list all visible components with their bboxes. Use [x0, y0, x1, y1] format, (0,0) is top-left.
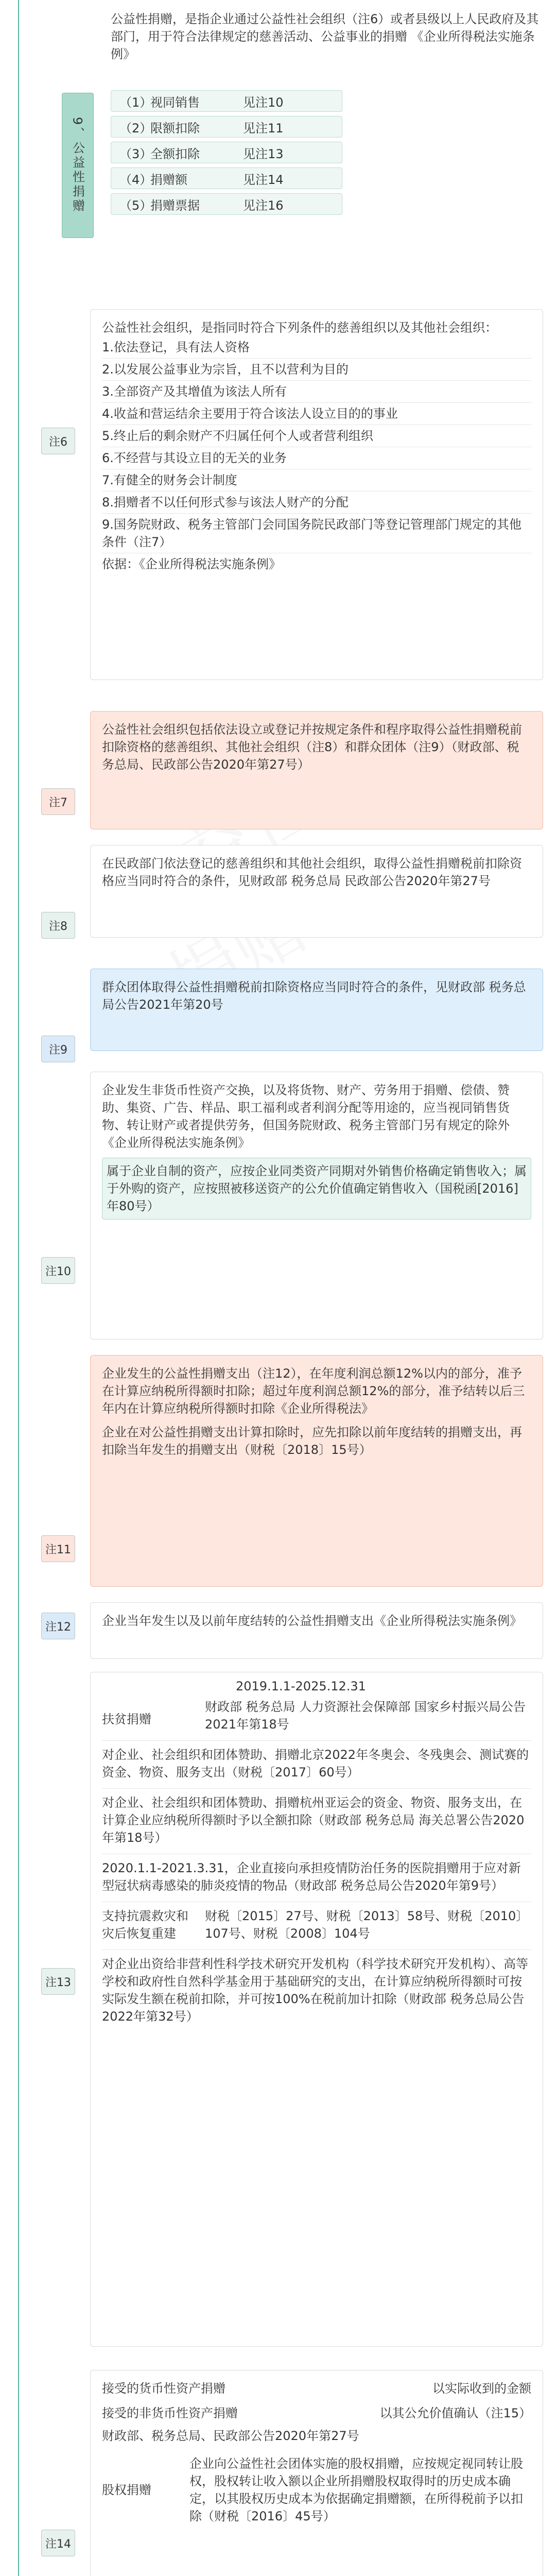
- note-13-disaster-label: 支持抗震救灾和灾后恢复重建: [102, 1909, 188, 1941]
- list-item-visible-sale[interactable]: （1） 视同销售 见注10: [111, 90, 342, 112]
- note-13-poverty-period: 2019.1.1-2025.12.31: [236, 1679, 366, 1693]
- note-8-card: 在民政部门依法登记的慈善组织和其他社会组织，取得公益性捐赠税前扣除资格应当同时符合的条件，见财政部 税务总局 民政部公告2020年第27号: [90, 845, 543, 938]
- note-13-card: [90, 1672, 543, 2347]
- note-7-card: 公益性社会组织包括依法设立或登记并按规定条件和程序取得公益性捐赠税前扣除资格的慈善组织、其他社会组织（注8）和群众团体（注9）（财政部、税务总局、民政部公告2020年第27号）: [90, 711, 543, 829]
- note-14-currency-label: 接受的货币性资产捐赠: [102, 2381, 225, 2396]
- note-13-research: 对企业出资给非营利性科学技术研究开发机构（科学技术研究开发机构）、高等学校和政府性自然科学基金用于基础研究的支出，在计算应纳税所得额时可按实际发生额在税前扣除，并可按100%在税前加计扣除（财政部 税务总局公告2022年第32号）: [102, 1950, 531, 2025]
- note-10-tab[interactable]: 注10: [41, 1257, 75, 1284]
- note-13-covid: 2020.1.1-2021.3.31，企业直接向承担疫情防治任务的医院捐赠用于应对新型冠状病毒感染的肺炎疫情的物品（财政部 税务总局公告2020年第9号）: [102, 1854, 531, 1894]
- note-6-condition-5: 5.终止后的剩余财产不归属任何个人或者营利组织: [102, 425, 531, 447]
- note-14-noncash-label: 接受的非货币性资产捐赠: [102, 2406, 238, 2420]
- note-13-olympics: 对企业、社会组织和团体赞助、捐赠北京2022年冬奥会、冬残奥会、测试赛的资金、物资、服务支出（财税〔2017〕60号）: [102, 1740, 531, 1781]
- note-6-condition-3: 3.全部资产及其增值为该法人所有: [102, 381, 531, 403]
- note-11-card: [90, 1355, 543, 1587]
- mindmap-spine: [18, 0, 19, 2576]
- note-13-disaster-docs: 财税〔2015〕27号、财税〔2013〕58号、财税〔2010〕107号、财税〔2008〕104号: [205, 1909, 529, 1941]
- note-14-card: [90, 2370, 543, 2576]
- note-14-currency-value: 以实际收到的金额: [432, 2381, 531, 2396]
- note-6-condition-7: 7.有健全的财务会计制度: [102, 469, 531, 492]
- section-9-tab[interactable]: 9、公益性捐赠: [62, 93, 94, 238]
- note-14-equity-text: 企业向公益性社会团体实施的股权捐赠，应按规定视同转让股权，股权转让收入额以企业所捐赠股权取得时的历史成本确定，以其股权历史成本为依据确定捐赠额，在所得税前予以扣除（财税〔2016〕45号）: [189, 2456, 523, 2523]
- note-12-card: 企业当年发生以及以前年度结转的公益性捐赠支出《企业所得税法实施条例》: [90, 1602, 543, 1659]
- note-14-equity-label: 股权捐赠: [102, 2483, 151, 2497]
- note-11-tab[interactable]: 注11: [41, 1535, 75, 1562]
- note-10-paragraph-1: 企业发生非货币性资产交换，以及将货物、财产、劳务用于捐赠、偿债、赞助、集资、广告、样品、职工福利或者利润分配等用途的，应当视同销售货物、转让财产或者提供劳务，但国务院财政、税务主管部门另有规定的除外《企业所得税法实施条例》: [102, 1083, 510, 1150]
- note-6-tab[interactable]: 注6: [41, 428, 75, 454]
- note-6-condition-8: 8.捐赠者不以任何形式参与该法人财产的分配: [102, 492, 531, 514]
- list-item-limited-deduction[interactable]: （2） 限额扣除 见注11: [111, 116, 342, 138]
- note-11-paragraph-1: 企业发生的公益性捐赠支出（注12），在年度利润总额12%以内的部分，准予在计算应纳税所得额时扣除；超过年度利润总额12%的部分，准予结转以后三年内在计算应纳税所得额时扣除《企业所得税法》: [102, 1366, 525, 1416]
- note-6-condition-4: 4.收益和营运结余主要用于符合该法人设立目的的事业: [102, 403, 531, 425]
- section-9-intro: 公益性捐赠，是指企业通过公益性社会组织（注6）或者县级以上人民政府及其部门，用于符合法律规定的慈善活动、公益事业的捐赠 《企业所得税法实施条例》: [111, 12, 539, 61]
- note-13-tab[interactable]: 注13: [41, 1968, 75, 1995]
- list-item-donation-receipt[interactable]: （5） 捐赠票据 见注16: [111, 193, 342, 215]
- list-item-full-deduction[interactable]: （3） 全额扣除 见注13: [111, 142, 342, 163]
- note-14-basis: 财政部、税务总局、民政部公告2020年第27号: [102, 2429, 359, 2443]
- note-6-condition-2: 2.以发展公益事业为宗旨，且不以营利为目的: [102, 359, 531, 381]
- note-13-poverty-label: 扶贫捐赠: [102, 1712, 151, 1726]
- note-14-noncash-value: 以其公允价值确认（注15）: [379, 2406, 531, 2420]
- note-6-condition-9: 9.国务院财政、税务主管部门会同国务院民政部门等登记管理部门规定的其他条件（注7）: [102, 514, 531, 553]
- note-10-card: [90, 1072, 543, 1340]
- note-14-tab[interactable]: 注14: [41, 2530, 75, 2556]
- note-10-paragraph-2: 属于企业自制的资产，应按企业同类资产同期对外销售价格确定销售收入；属于外购的资产，应按照被移送资产的公允价值确定销售收入（国税函[2016]年80号）: [102, 1158, 531, 1219]
- note-11-paragraph-2: 企业在对公益性捐赠支出计算扣除时，应先扣除以前年度结转的捐赠支出，再扣除当年发生的捐赠支出（财税〔2018〕15号）: [102, 1425, 522, 1457]
- note-13-poverty-basis: 财政部 税务总局 人力资源社会保障部 国家乡村振兴局公告2021年第18号: [205, 1700, 526, 1732]
- list-item-donation-amount[interactable]: （4） 捐赠额 见注14: [111, 167, 342, 189]
- note-6-condition-1: 1.依法登记，具有法人资格: [102, 336, 531, 359]
- note-9-tab[interactable]: 注9: [41, 1036, 75, 1062]
- note-9-card: 群众团体取得公益性捐赠税前扣除资格应当同时符合的条件，见财政部 税务总局公告2021年第20号: [90, 969, 543, 1051]
- note-6-basis: 依据：《企业所得税法实施条例》: [102, 557, 281, 571]
- note-6-card: [90, 309, 543, 680]
- note-8-tab[interactable]: 注8: [41, 912, 75, 939]
- note-6-condition-6: 6.不经营与其设立目的无关的业务: [102, 447, 531, 469]
- note-13-asian-games: 对企业、社会组织和团体赞助、捐赠杭州亚运会的资金、物资、服务支出，在计算企业应纳税所得额时予以全额扣除（财政部 税务总局 海关总署公告2020年第18号）: [102, 1788, 531, 1846]
- note-6-intro: 公益性社会组织，是指同时符合下列条件的慈善组织以及其他社会组织：: [102, 320, 497, 335]
- note-7-tab[interactable]: 注7: [41, 788, 75, 815]
- note-12-tab[interactable]: 注12: [41, 1613, 75, 1639]
